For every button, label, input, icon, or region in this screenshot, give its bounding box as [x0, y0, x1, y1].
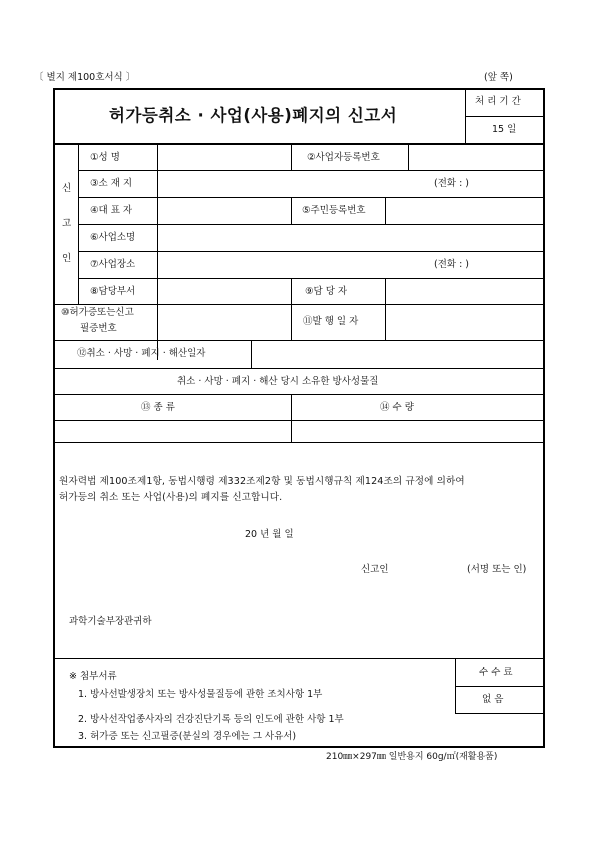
fee-value: 없 음	[482, 694, 504, 705]
resident-reg-no-label: ⑤주민등록번호	[302, 205, 366, 216]
business-place-label: ⑦사업장소	[90, 259, 136, 270]
material-type-label: ⑬ 종 류	[141, 402, 175, 413]
business-name-label: ⑥사업소명	[90, 232, 136, 243]
cancel-date-label: ⑫취소 · 사망 · 폐지 · 해산일자	[77, 348, 206, 359]
attachment-item-1: 1. 방사선발생장치 또는 방사성물질등에 관한 조치사항 1부	[78, 689, 323, 700]
reporter-label-char-3: 인	[62, 253, 72, 264]
representative-label: ④대 표 자	[90, 205, 133, 216]
materials-heading: 취소 · 사망 · 폐지 · 해산 당시 소유한 방사성물질	[177, 376, 379, 387]
side-label: (앞 쪽)	[484, 72, 513, 83]
reporter-label-char-1: 신	[62, 183, 72, 194]
signer-label: 신고인	[361, 564, 389, 575]
declaration-date: 20 년 월 일	[245, 529, 294, 540]
attachment-item-3: 3. 허가증 또는 신고필증(분실의 경우에는 그 사유서)	[78, 731, 297, 742]
permit-no-label-line1: ⑩허가증또는신고	[61, 307, 134, 318]
material-quantity-label: ⑭ 수 량	[380, 402, 414, 413]
paper-spec-footer: 210㎜×297㎜ 일반용지 60g/㎡(재활용품)	[326, 752, 498, 762]
issue-date-label: ⑪발 행 일 자	[303, 316, 359, 327]
signature-note: (서명 또는 인)	[467, 564, 527, 575]
declaration-line-2: 허가등의 취소 또는 사업(사용)의 폐지를 신고합니다.	[59, 492, 283, 503]
phone-2: (전화 : )	[434, 259, 470, 270]
business-reg-no-label: ②사업자등록번호	[307, 152, 380, 163]
name-label: ①성 명	[90, 152, 120, 163]
attachment-item-2: 2. 방사선작업종사자의 건강진단기록 등의 인도에 관한 사항 1부	[78, 714, 344, 725]
reporter-label-char-2: 고	[62, 218, 72, 229]
attachments-heading: ※ 첨부서류	[69, 671, 117, 682]
department-label: ⑧담당부서	[90, 286, 136, 297]
form-title: 허가등취소 · 사업(사용)폐지의 신고서	[109, 106, 398, 125]
form-number: 〔 별지 제100호서식 〕	[34, 72, 136, 83]
processing-label: 처 리 기 간	[475, 96, 521, 107]
fee-label: 수 수 료	[479, 667, 513, 678]
permit-no-label-line2: 필증번호	[80, 323, 117, 334]
addressee: 과학기술부장관귀하	[69, 616, 152, 627]
phone-1: (전화 : )	[434, 178, 470, 189]
processing-value: 15 일	[492, 124, 517, 135]
person-in-charge-label: ⑨담 당 자	[305, 286, 348, 297]
declaration-line-1: 원자력법 제100조제1항, 동법시행령 제332조제2항 및 동법시행규칙 제124조의 규정에 의하여	[59, 476, 465, 487]
address-label: ③소 재 지	[90, 178, 133, 189]
